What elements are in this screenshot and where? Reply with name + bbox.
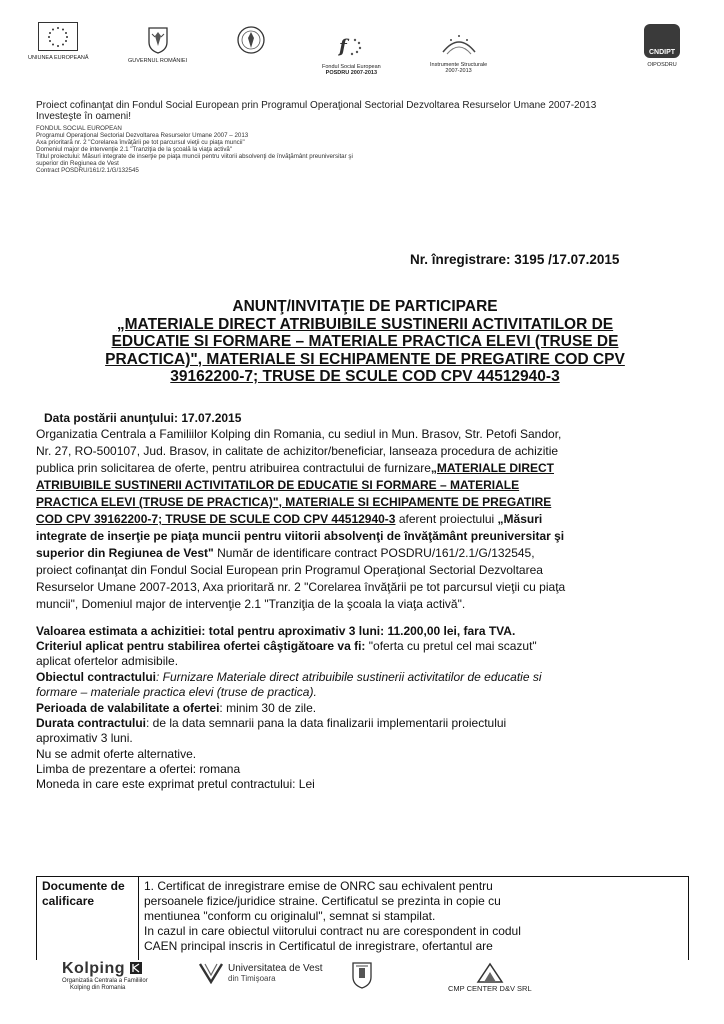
duration-value: : de la data semnarii pana la data finalizarii implementarii proiectului	[146, 716, 507, 730]
fse-small-7: Contract POSDRU/161/2.1/G/132545	[36, 167, 139, 174]
object-line-1	[36, 670, 542, 684]
kolping-sub-2: Kolping din Romania	[70, 985, 126, 991]
project-line-2: Investeşte în oameni!	[36, 111, 132, 122]
table-column-divider	[138, 876, 139, 960]
table-label-line-1: Documente de	[42, 879, 125, 893]
title-line-4: PRACTICA)", MATERIALE SI ECHIPAMENTE DE PREGATIRE COD CPV	[105, 350, 625, 368]
para-line-5: PRACTICA ELEVI (TRUSE DE PRACTICA)", MATERIALE SI ECHIPAMENTE DE PREGATIRE	[36, 495, 552, 509]
para-line-6b: aferent proiectului	[395, 512, 498, 526]
duration-label: Durata contractului	[36, 716, 147, 730]
footer-cmp	[448, 962, 532, 993]
para-line-7: integrate de inserţie pe piaţa muncii pentru viitorii absolvenţi de învăţământ preuniversitar şi	[36, 529, 565, 543]
instrumente-caption-2: 2007-2013	[445, 68, 472, 74]
footer-uvt	[198, 962, 323, 984]
fse-small-5: Titlul proiectului: Măsuri integrate de inserţie pe piaţa muncii pentru viitorii absolvenţi de învăţământ preuniversitar şi	[36, 153, 353, 160]
fse-caption-1: Fondul Social European	[322, 64, 381, 70]
kolping-name: Kolping	[62, 960, 126, 977]
para-line-10: Resurselor Umane 2007-2013, Axa prioritară nr. 2 "Corelarea învăţării pe tot parcursul vieţii cu piaţa	[36, 580, 566, 594]
eu-caption: UNIUNEA EUROPEANĂ	[28, 55, 89, 61]
para-line-8	[36, 546, 535, 560]
para-line-9: proiect cofinanţat din Fondul Social European prin Programul Operaţional Sectorial Dezvoltarea	[36, 563, 543, 577]
estimated-value: Valoarea estimata a achizitiei: total pentru aproximativ 3 luni: 11.200,00 lei, fara TVA.	[36, 624, 516, 638]
uvt-logo-icon	[198, 962, 224, 984]
table-content-line-3: mentiunea "conform cu originalul", semnat si stampilat.	[144, 909, 436, 923]
criterion-label: Criteriul aplicat pentru stabilirea ofertei câştigătoare va fi:	[36, 639, 366, 653]
logo-eu	[28, 22, 89, 61]
contract-currency: Moneda in care este exprimat pretul contractului: Lei	[36, 777, 315, 791]
romania-coat-of-arms-icon	[147, 24, 169, 54]
ministry-emblem-icon	[236, 24, 266, 56]
logo-ministry	[236, 24, 266, 56]
table-content-line-5: CAEN principal inscris in Certificatul de inregistrare, ofertantul are	[144, 939, 493, 953]
svg-text:f: f	[339, 36, 348, 57]
project-line-1: Proiect cofinanţat din Fondul Social European prin Programul Operaţional Sectorial Dezvoltarea Resurselor Umane 2007-2013	[36, 100, 597, 111]
title-line-1: ANUNŢ/INVITAŢIE DE PARTICIPARE	[232, 298, 498, 315]
kolping-sub-1: Organizatia Centrala a Familiilor	[62, 978, 148, 984]
instrumente-caption-1: Instrumente Structurale	[430, 62, 488, 68]
fse-small-2: Programul Operaţional Sectorial Dezvoltarea Resurselor Umane 2007 – 2013	[36, 132, 249, 139]
guvernul-caption: GUVERNUL ROMÂNIEI	[128, 58, 188, 64]
object-line-2: formare – materiale practica elevi (truse de practica).	[36, 685, 317, 699]
para-line-4: ATRIBUIBILE SUSTINERII ACTIVITATILOR DE EDUCATIE SI FORMARE – MATERIALE	[36, 478, 520, 492]
table-right-border	[688, 876, 689, 960]
cmp-name: CMP CENTER D&V SRL	[448, 984, 532, 993]
cmp-logo-icon	[476, 962, 504, 984]
para-line-11: muncii", Domeniul major de intervenţie 2.1 "Tranziţia de la şcoala la viaţa activă".	[36, 597, 466, 611]
logo-fse	[322, 32, 381, 76]
alternative-offers: Nu se admit oferte alternative.	[36, 747, 197, 761]
fse-small-3: Axa prioritară nr. 2 "Corelarea învăţării pe tot parcursul vieţii cu piaţa muncii"	[36, 139, 245, 146]
uvt-name: Universitatea de Vest	[228, 963, 323, 974]
object-label: Obiectul contractului	[36, 670, 157, 684]
object-value: : Furnizare Materiale direct atribuibile sustinerii activitatilor de educatie si	[156, 670, 542, 684]
eu-flag-icon	[38, 22, 78, 51]
uvt-sub: din Timişoara	[228, 974, 276, 983]
para-line-8b: Număr de identificare contract POSDRU/161/2.1/G/132545,	[213, 546, 535, 560]
fse-small-6: superior din Regiunea de Vest	[36, 160, 119, 167]
para-line-3a: publica prin solicitarea de oferte, pentru atribuirea contractului de furnizare	[36, 461, 431, 475]
criterion-line-2: aplicat ofertelor admisibile.	[36, 654, 179, 668]
duration-line-1	[36, 716, 506, 730]
validity-line	[36, 701, 316, 715]
validity-value: : minim 30 de zile.	[219, 701, 317, 715]
oiposdru-caption: OIPOSDRU	[647, 62, 677, 68]
table-label-line-2: calificare	[42, 894, 95, 908]
para-line-6c: „Măsuri	[497, 512, 543, 526]
university-crest-icon	[350, 960, 374, 990]
para-line-6	[36, 512, 542, 526]
fse-logo-icon	[333, 32, 369, 62]
date-posted: Data postării anunţului: 17.07.2015	[44, 411, 242, 425]
title-line-2: „MATERIALE DIRECT ATRIBUIBILE SUSTINERII ACTIVITATILOR DE	[116, 315, 614, 333]
duration-line-2: aproximativ 3 luni.	[36, 731, 133, 745]
registration-number: Nr. înregistrare: 3195 /17.07.2015	[410, 252, 620, 267]
table-content-line-2: persoanele fizice/juridice straine. Certificatul se prezinta in copie cu	[144, 894, 501, 908]
kolping-k-icon	[130, 962, 142, 974]
para-line-1: Organizatia Centrala a Familiilor Kolping din Romania, cu sediul in Mun. Brasov, Str. Petofi Sandor,	[36, 427, 562, 441]
instrumente-structurale-icon	[439, 30, 479, 62]
logo-instrumente	[430, 30, 487, 74]
fse-small-4: Domeniul major de intervenţie 2.1 "Tranziţia de la şcoală la viaţa activă"	[36, 146, 233, 153]
criterion-line-1	[36, 639, 537, 653]
logo-oiposdru	[644, 24, 680, 68]
para-line-2: Nr. 27, RO-500107, Jud. Brasov, in calitate de achizitor/beneficiar, lanseaza procedura de achizitie	[36, 444, 559, 458]
offer-language: Limba de prezentare a ofertei: romana	[36, 762, 241, 776]
para-line-3	[36, 461, 554, 475]
footer-kolping	[62, 960, 148, 992]
table-content-line-1: 1. Certificat de inregistrare emise de ONRC sau echivalent pentru	[144, 879, 493, 893]
logo-guvernul	[128, 24, 187, 64]
table-left-border	[36, 876, 37, 960]
oipsdru-logo-icon: CNDIPT	[644, 24, 680, 58]
fse-small-1: FONDUL SOCIAL EUROPEAN	[36, 125, 122, 132]
title-line-3: EDUCATIE SI FORMARE – MATERIALE PRACTICA ELEVI (TRUSE DE	[111, 333, 619, 350]
para-line-3b: „MATERIALE DIRECT	[430, 461, 554, 475]
para-line-6a: COD CPV 39162200-7; TRUSE DE SCULE COD CPV 44512940-3	[36, 512, 396, 526]
table-top-border	[36, 876, 688, 877]
criterion-value: "oferta cu pretul cel mai scazut"	[365, 639, 537, 653]
validity-label: Perioada de valabilitate a ofertei	[36, 701, 220, 715]
title-line-5: 39162200-7; TRUSE DE SCULE COD CPV 44512940-3	[170, 368, 560, 385]
table-content-line-4: In cazul in care obiectul viitorului contract nu are corespondent in codul	[144, 924, 521, 938]
para-line-8a: superior din Regiunea de Vest"	[36, 546, 214, 560]
announcement-title	[40, 298, 690, 386]
fse-caption-2: POSDRU 2007-2013	[325, 70, 378, 76]
